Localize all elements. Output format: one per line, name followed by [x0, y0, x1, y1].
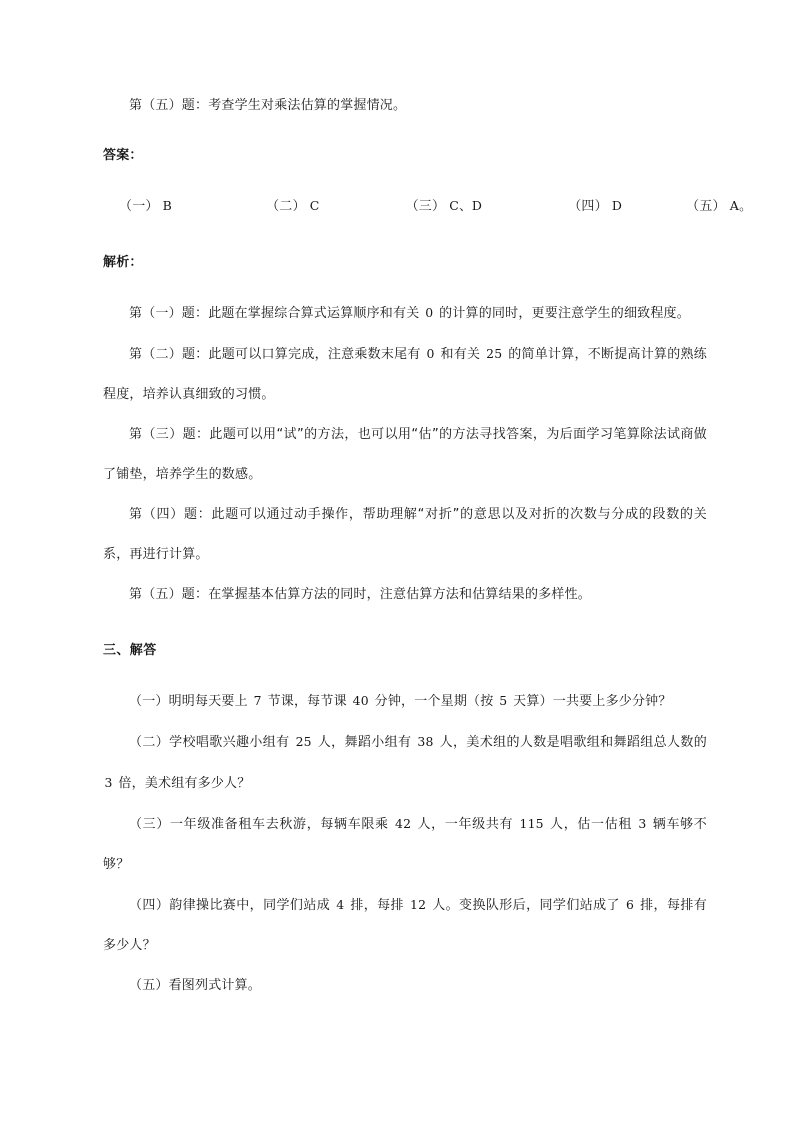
analysis-paragraph-1: 第（一）题：此题在掌握综合算式运算顺序和有关 0 的计算的同时，更要注意学生的细致程度。 [129, 305, 690, 321]
inline-number: 0 [425, 305, 434, 320]
spacer [103, 176, 707, 186]
spacer [103, 671, 707, 681]
inline-number: 42 [395, 816, 412, 831]
answer-value-5: A。 [729, 198, 752, 213]
inline-number: 3 [104, 775, 113, 790]
inline-number: 115 [519, 816, 544, 831]
spacer [103, 615, 707, 631]
answer-number-3: （三） [405, 199, 446, 214]
analysis-paragraph-3: 第（三）题：此题可以用“试”的方法，也可以用“估”的方法寻找答案，为后面学习笔算除法试商做了铺垫，培养学生的数感。 [103, 427, 707, 482]
answer-number-2: （二） [266, 199, 306, 214]
problem-3: （三）一年级准备租车去秋游，每辆车限乘 42 人，一年级共有 115 人，估一估租 3 辆车够不够？ [103, 816, 707, 872]
answer-number-4: （四） [568, 199, 608, 214]
inline-number: 7 [253, 693, 262, 708]
analysis-paragraph-5: 第（五）题：在掌握基本估算方法的同时，注意估算方法和估算结果的多样性。 [129, 587, 592, 602]
answer-number-1: （一） [119, 199, 159, 214]
spacer [103, 227, 707, 243]
spacer [103, 283, 707, 293]
problem-5: （五）看图列式计算。 [129, 978, 262, 993]
problem-2: （二）学校唱歌兴趣小组有 25 人，舞蹈小组有 38 人，美术组的人数是唱歌组和舞蹈组总人数的 3 倍，美术组有多少人？ [104, 734, 707, 791]
inline-number: 5 [499, 693, 508, 708]
inline-number: 6 [626, 897, 635, 912]
inline-number: 0 [426, 346, 435, 361]
inline-number: 4 [336, 897, 345, 912]
answer-value-1: B [162, 198, 173, 213]
answer-item-5 [678, 186, 752, 227]
problem-4: （四）韵律操比赛中，同学们站成 4 排，每排 12 人。变换队形后，同学们站成了 6 排，每排有多少人？ [103, 897, 707, 953]
answer-item-3 [398, 186, 483, 227]
inline-number: 25 [486, 346, 503, 361]
answer-item-1 [111, 186, 172, 227]
answer-value-2: C [309, 198, 320, 213]
analysis-heading: 解析： [103, 255, 143, 270]
document-body [103, 86, 752, 1006]
answer-item-2 [258, 186, 319, 227]
inline-number: 38 [417, 734, 434, 749]
answer-item-4 [560, 186, 622, 227]
answers-row [103, 186, 752, 227]
problem-1: （一）明明每天要上 7 节课，每节课 40 分钟，一个星期（按 5 天算）一共要上多少分钟？ [129, 693, 672, 709]
analysis-paragraph-4: 第（四）题：此题可以通过动手操作，帮助理解“对折”的意思以及对折的次数与分成的段数的关系，再进行计算。 [103, 507, 707, 562]
spacer [103, 126, 707, 136]
answer-value-3: C、D [449, 198, 483, 213]
analysis-paragraph-2: 第（二）题：此题可以口算完成，注意乘数末尾有 0 和有关 25 的简单计算，不断提高计算的熟练程度，培养认真细致的习惯。 [103, 346, 707, 402]
inline-number: 40 [352, 693, 369, 708]
answer-number-5: （五） [686, 199, 726, 214]
inline-number: 25 [295, 734, 312, 749]
intro-line: 第（五）题：考查学生对乘法估算的掌握情况。 [129, 98, 407, 113]
answer-value-4: D [611, 198, 623, 213]
inline-number: 12 [410, 897, 427, 912]
section-heading-solve: 三、解答 [103, 643, 157, 658]
answers-heading: 答案： [103, 148, 143, 163]
inline-number: 3 [638, 816, 647, 831]
